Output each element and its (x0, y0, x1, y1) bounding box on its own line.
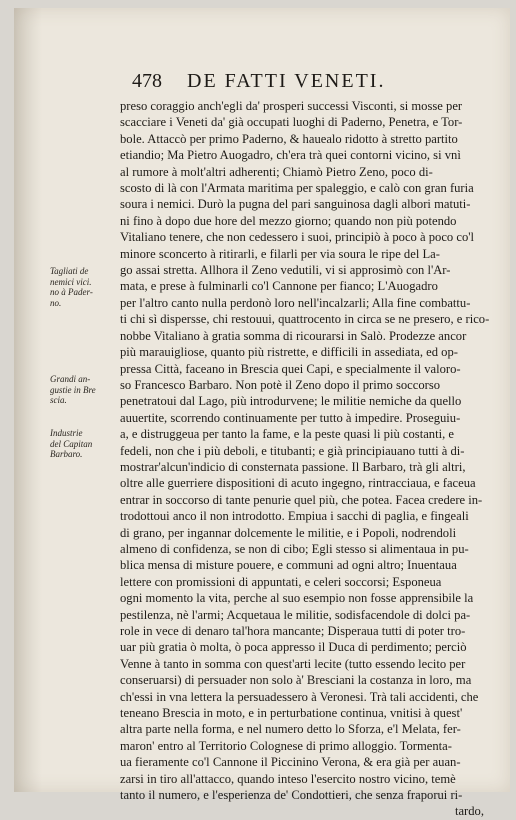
text-line: altra parte nella forma, e nel numero detto lo Sforza, e'l Melata, fer- (120, 722, 461, 737)
text-line: teneano Brescia in moto, e in perturbatione continua, vnitisi à quest' (120, 706, 463, 721)
text-line: etiandio; Ma Pietro Auogadro, ch'era trà quei contorni vicino, si vnì (120, 148, 461, 163)
text-line: a, e distruggeua per tanto la fame, e la peste quasi li più costanti, e (120, 427, 454, 442)
text-line: oltre alle guerriere dispositioni di acuto ingegno, rintracciaua, e faceua (120, 476, 476, 491)
text-line: role in vece di denaro tal'hora mancante; Disperaua tutti di poter tro- (120, 624, 466, 638)
text-line: fedeli, non che i più deboli, e titubanti; e già principiauano tutti à di- (120, 443, 465, 458)
text-line: mostrar'alcun'indicio di consternata passione. Il Barbaro, trà gli altri, (120, 459, 466, 474)
margin-note-grandi-angustie: Grandi an- gustie in Bre scia. (50, 374, 96, 406)
text-line: lettere con promissioni di appuntati, e celeri soccorsi; Esponeua (120, 574, 442, 589)
text-line: minore sconcerto à ritirarli, e filarli per via soura le ripe del La- (120, 246, 440, 261)
text-line: go assai stretta. Allhora il Zeno vedutili, vi si approsimò con l'Ar- (120, 263, 451, 278)
text-line: mata, e prese à fulminarli co'l Cannone per fianco; L'Auogadro (120, 279, 438, 294)
text-line: scosto di là con l'Armata maritima per spaleggio, e calò con gran furia (120, 181, 474, 196)
text-line: nobbe Vitaliano à gratia somma di ricourarsi in Salò. Prodezze ancor (120, 328, 467, 343)
body-text (120, 98, 492, 820)
text-line: al rumore à molt'altri adherenti; Chiamò Pietro Zeno, poco di- (120, 164, 433, 179)
margin-note-industrie: Industrie del Capitan Barbaro. (50, 428, 93, 460)
running-title: DE FATTI VENETI. (187, 70, 386, 92)
text-line: Vitaliano tenere, che non cedessero i suoi, principiò à poco à poco co'l (120, 230, 475, 245)
text-line: Venne à tanto in somma con quest'arti lecite (tutto essendo lecito per (120, 656, 466, 671)
text-line: auuertite, scorrendo continuamente per tutto à impedire. Proseguiu- (120, 410, 461, 425)
text-line: soura i nemici. Durò la pugna del pari sanguinosa dagli albori matuti- (120, 197, 471, 212)
book-page (14, 8, 510, 819)
text-line: ua fieramente co'l Cannone il Piccinino Verona, & era già per auan- (120, 755, 461, 770)
text-line: pressa Città, faceano in Brescia quei Capi, e specialmente il valoro- (120, 361, 461, 376)
text-line: preso coraggio anch'egli da' prosperi successi Visconti, si mosse per (120, 99, 463, 113)
text-line: entrar in soccorso di tante penurie quel più, che potea. Facea credere in- (120, 492, 483, 507)
text-line: bole. Attaccò per primo Paderno, & hauealo ridotto à stretto partito (120, 131, 458, 146)
text-line: ti chi sì dispersse, chi restouui, quattrocento in circa se ne presero, e rico- (120, 312, 490, 327)
text-line: conseruarsi) di persuader non solo à' Bresciani la costanza in loro, ma (120, 673, 472, 688)
text-line: blica mensa di misture pouere, e communi ad ogni altro; Inuentaua (120, 558, 457, 573)
text-line: per l'altro canto nulla perdonò loro nell'incalzarli; Alla fine combattu- (120, 295, 471, 310)
text-line: uar più gratia ò molta, ò poca appresso il Duca di perdimento; perciò (120, 640, 467, 655)
text-line: almeno di confidenza, se non di cibo; Egli stesso si alimentaua in pu- (120, 541, 469, 556)
page-gutter-shadow (14, 8, 42, 792)
text-line: so Francesco Barbaro. Non potè il Zeno dopo il primo soccorso (120, 377, 441, 392)
text-line: di grano, per ingannar dolcemente le militie, e i Popoli, nodrendoli (120, 525, 457, 540)
text-line: zarsi in tiro all'attacco, quando inteso l'esercito nostro vicino, temè (120, 771, 456, 786)
text-line: ni fino à dopo due hore del mezzo giorno; quando non più potendo (120, 213, 457, 228)
text-line: ogni momento la vita, perche al suo esempio non fosse apprensibile la (120, 591, 474, 606)
text-line: penetratoui dal Lago, più introdurvene; le militie nemiche da quello (120, 394, 462, 409)
text-line: trodottoui anco il non introdotto. Empiua i sacchi di paglia, e fingeali (120, 509, 469, 524)
text-line: pestilenza, nè l'armi; Acquetaua le militie, sodisfacendole di dolci pa- (120, 607, 471, 622)
text-line: tanto il numero, e l'esperienza de' Condottieri, che senza fraporui ri- (120, 788, 463, 803)
page-header (132, 70, 432, 94)
text-line: maron' entro al Territorio Colognese di primo alloggio. Tormenta- (120, 738, 452, 753)
page-number: 478 (132, 70, 162, 92)
catchword: tardo, (454, 804, 484, 819)
text-line: scacciare i Veneti da' già occupati luoghi di Paderno, Penetra, e Tor- (120, 115, 463, 130)
margin-note-tagliati: Tagliati de nemici vici. no à Pader- no. (50, 266, 93, 308)
text-line: ch'essi in vna lettera la persuadessero à Veronesi. Trà tali accidenti, che (120, 689, 479, 704)
text-line: più marauigliose, quanto più ristrette, e difficili in assediata, ed op- (120, 345, 458, 360)
